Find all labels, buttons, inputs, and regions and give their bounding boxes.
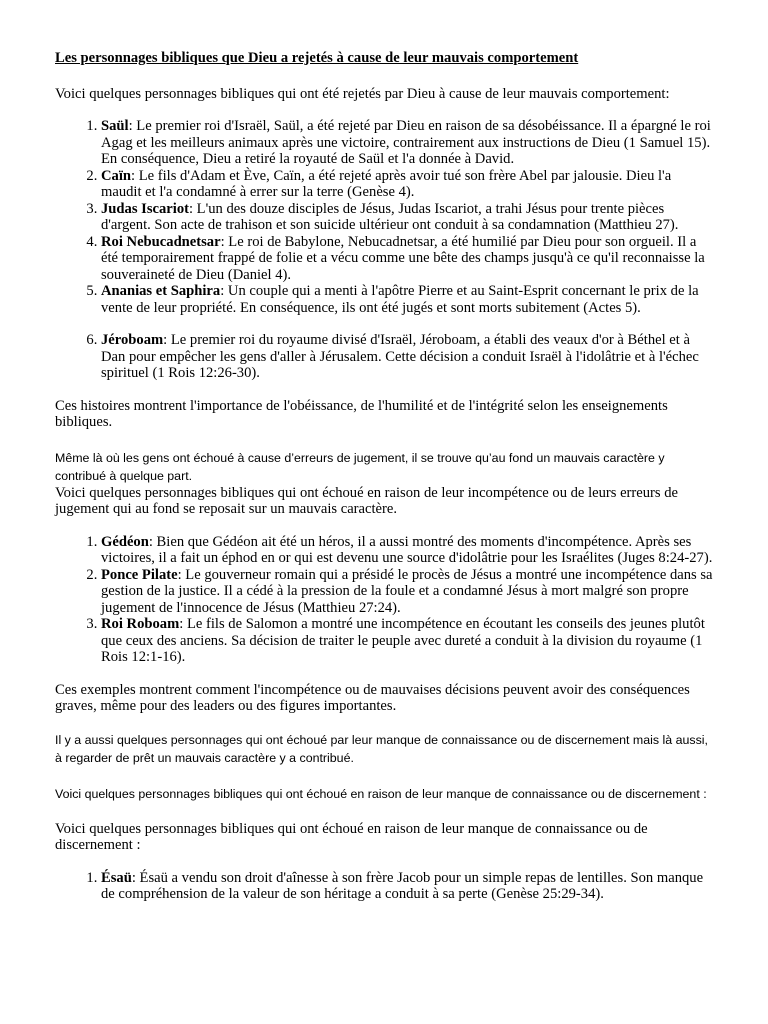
intro-paragraph: Voici quelques personnages bibliques qui ont été rejetés par Dieu à cause de leur mauvais comportement: [55, 85, 670, 102]
character-description: : Le gouverneur romain qui a présidé le procès de Jésus a montré une incompétence dans sa gestion de la justice. Il a cédé à la pression de la foule et a condamné Jésus à mort malgré son propre jugement de l'innocence de Jésus (Matthieu 27:24). [101, 566, 713, 616]
list-item [101, 332, 713, 382]
note-paragraph: Même là où les gens ont échoué à cause d’erreurs de jugement, il se trouve qu’au fond un mauvais caractère y contribué à quelque part. [55, 450, 665, 483]
document-title: Les personnages bibliques que Dieu a rejetés à cause de leur mauvais comportement [55, 50, 579, 66]
incompetent-characters-list [55, 534, 713, 666]
list-item [101, 118, 713, 168]
character-name: Gédéon [101, 533, 149, 550]
list-item [101, 201, 713, 234]
character-description: : Le fils de Salomon a montré une incompétence en écoutant les conseils des jeunes plutôt que ceux des anciens. Sa décision de traiter le peuple avec dureté a conduit à la division du royaume (1 Rois 12:1-16). [101, 616, 705, 665]
character-name: Ponce Pilate [101, 566, 178, 583]
rejected-characters-list [55, 118, 713, 382]
intro-paragraph-3: Voici quelques personnages bibliques qui ont échoué en raison de leur manque de connaissance ou de discernement : [55, 820, 648, 853]
character-name: Roi Roboam [101, 616, 180, 632]
character-name: Caïn [101, 167, 132, 184]
character-name: Saül [101, 118, 129, 134]
discernment-characters-list [55, 870, 713, 903]
character-name: Ésaü [101, 869, 132, 886]
intro-paragraph-2: Voici quelques personnages bibliques qui ont échoué en raison de leur incompétence ou de leurs erreurs de jugement qui au fond se reposait sur un mauvais caractère. [55, 484, 679, 517]
list-item [101, 534, 713, 567]
character-description: : Bien que Gédéon ait été un héros, il a aussi montré des moments d'incompétence. Après ses victoires, il a fait un éphod en or qui est devenu une source d'idolâtrie pour les Israélites (Juges 8:24-27). [101, 533, 713, 566]
list-item [101, 616, 713, 666]
character-description: : Le premier roi d'Israël, Saül, a été rejeté par Dieu en raison de sa désobéissance. Il a épargné le roi Agag et les meilleurs animaux après une victoire, contrairement aux instructions de Dieu (1 Samuel 15). En conséquence, Dieu a retiré la royauté de Saül et l'a donnée à David. [101, 118, 711, 167]
character-name: Judas Iscariot [101, 200, 189, 217]
list-item [101, 870, 713, 903]
list-item [101, 283, 713, 316]
character-name: Jéroboam [101, 332, 164, 348]
character-name: Ananias et Saphira [101, 283, 221, 299]
document-page [55, 50, 713, 903]
conclusion-paragraph: Ces histoires montrent l'importance de l'obéissance, de l'humilité et de l'intégrité selon les enseignements bibliques. [55, 397, 668, 430]
character-description: : Un couple qui a menti à l'apôtre Pierre et au Saint-Esprit concernant le prix de la vente de leur propriété. En conséquence, ils ont été jugés et sont morts subitement (Actes 5). [101, 283, 699, 316]
character-description: : Ésaü a vendu son droit d'aînesse à son frère Jacob pour un simple repas de lentilles. Son manque de compréhension de la valeur de son héritage a conduit à sa perte (Genèse 25:29-34). [101, 869, 704, 902]
character-description: : Le premier roi du royaume divisé d'Israël, Jéroboam, a établi des veaux d'or à Béthel et à Dan pour empêcher les gens d'aller à Jérusalem. Cette décision a conduit Israël à l'idolâtrie et à l'échec spirituel (1 Rois 12:26-30). [101, 332, 699, 381]
list-item [101, 234, 713, 284]
note-paragraph-3: Voici quelques personnages bibliques qui ont échoué en raison de leur manque de connaissance ou de discernement : [55, 786, 707, 801]
character-description: : Le roi de Babylone, Nebucadnetsar, a été humilié par Dieu pour son orgueil. Il a été temporairement frappé de folie et a vécu comme une bête des champs jusqu'à ce qu'il reconnaisse la souveraineté de Dieu (Daniel 4). [101, 233, 705, 283]
character-name: Roi Nebucadnetsar [101, 233, 221, 250]
list-item [101, 567, 713, 617]
character-description: : L'un des douze disciples de Jésus, Judas Iscariot, a trahi Jésus pour trente pièces d'argent. Son acte de trahison et son suicide ultérieur ont conduit à sa condamnation (Matthieu 27). [101, 200, 679, 233]
conclusion-paragraph-2: Ces exemples montrent comment l'incompétence ou de mauvaises décisions peuvent avoir des conséquences graves, même pour des leaders ou des figures importantes. [55, 681, 690, 714]
character-description: : Le fils d'Adam et Ève, Caïn, a été rejeté après avoir tué son frère Abel par jalousie. Dieu l'a maudit et l'a condamné à errer sur la terre (Genèse 4). [101, 167, 672, 200]
list-item [101, 168, 713, 201]
note-paragraph-2: Il y a aussi quelques personnages qui ont échoué par leur manque de connaissance ou de discernement mais là aussi, à regarder de prêt un mauvais caractère y a contribué. [55, 732, 708, 765]
